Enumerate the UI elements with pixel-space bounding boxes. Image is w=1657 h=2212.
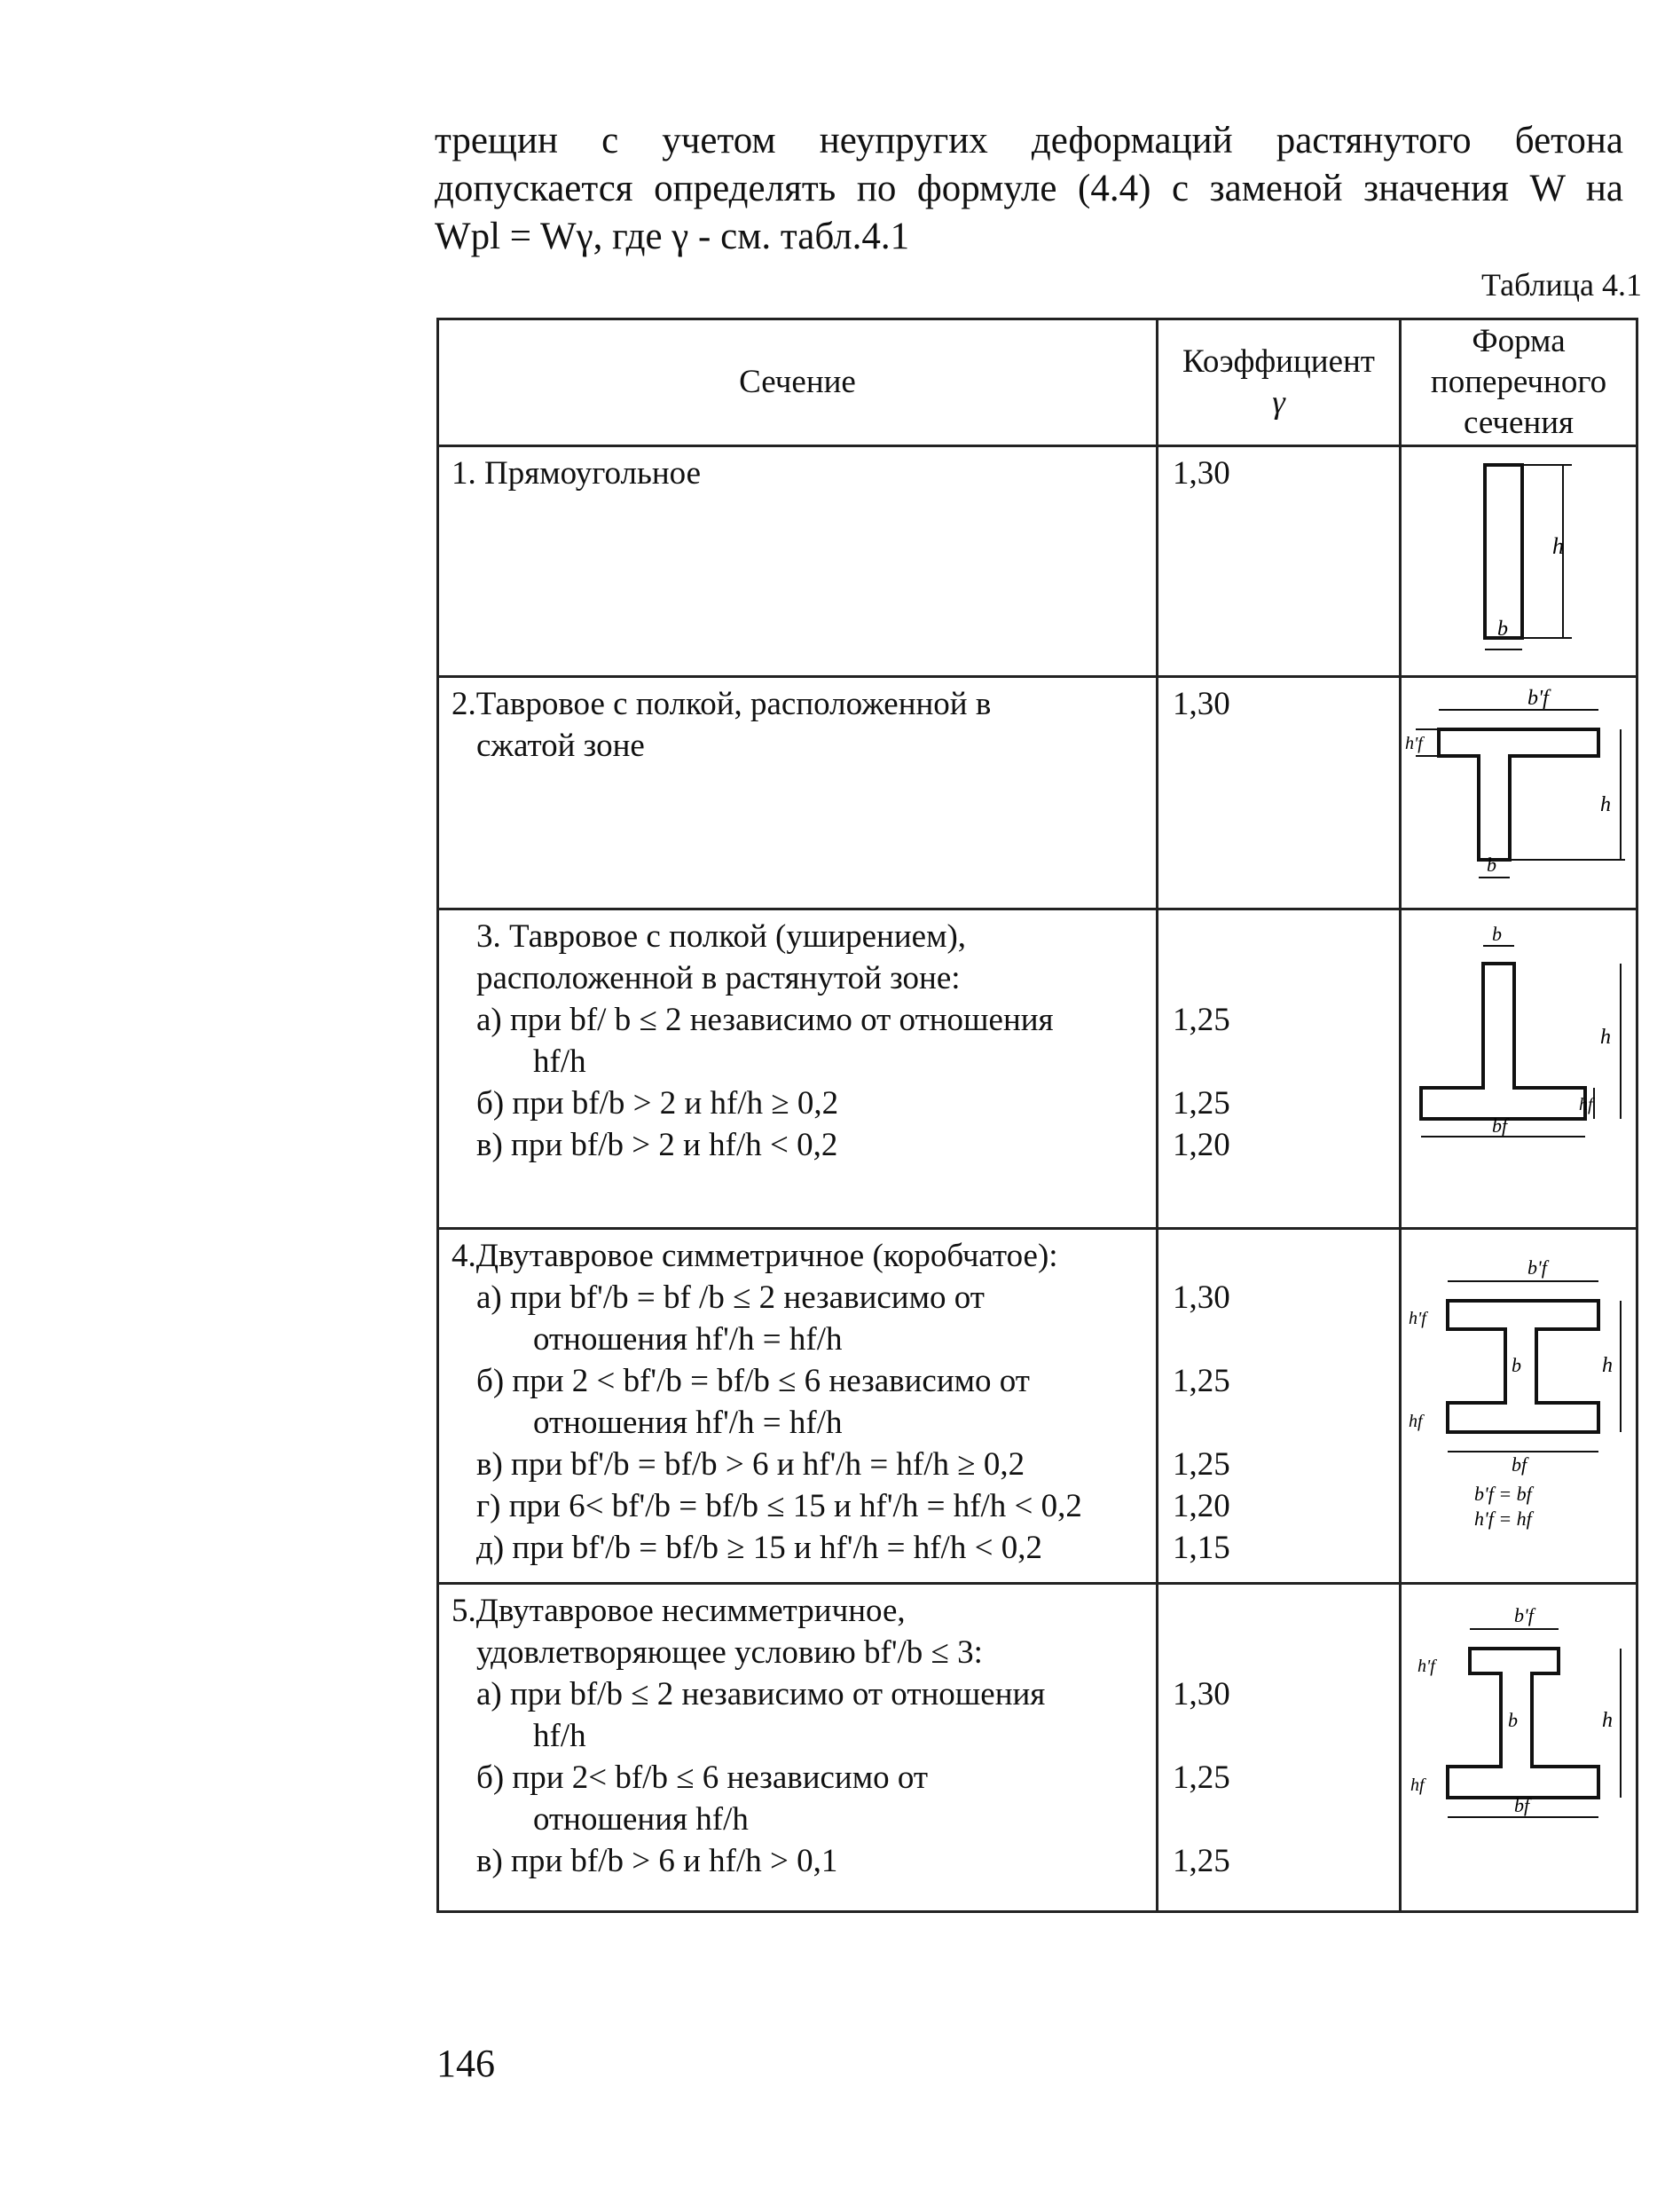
intro-line-3: Wpl = Wγ, где γ - см. табл.4.1 bbox=[435, 216, 910, 257]
row-4-coef: 1,30 1,25 1,25 1,20 1,15 bbox=[1158, 1229, 1401, 1584]
table-row bbox=[438, 677, 1637, 909]
dim-label-bf-prime: b'f bbox=[1527, 1256, 1547, 1279]
row-3-coef: 1,25 1,25 1,20 bbox=[1158, 909, 1401, 1229]
intro-paragraph bbox=[435, 117, 1623, 261]
dim-label-b: b bbox=[1497, 618, 1508, 641]
row-3-shape bbox=[1401, 909, 1637, 1229]
header-section: Сечение bbox=[438, 319, 1158, 446]
row-1-section: 1. Прямоугольное bbox=[438, 446, 1158, 677]
row-2-coef: 1,30 bbox=[1158, 677, 1401, 909]
intro-line-1: трещин с учетом неупругих деформаций растянутого бетона bbox=[435, 120, 1623, 161]
table-caption: Таблица 4.1 bbox=[1481, 267, 1642, 303]
dim-label-h: h bbox=[1552, 533, 1564, 559]
dim-label-bf: bf bbox=[1514, 1794, 1530, 1816]
row-1-coef: 1,30 bbox=[1158, 446, 1401, 677]
row-5-coef: 1,30 1,25 1,25 bbox=[1158, 1584, 1401, 1912]
dim-label-bf: bf bbox=[1512, 1453, 1527, 1476]
dim-label-b: b bbox=[1487, 854, 1496, 876]
dim-label-hf: hf bbox=[1410, 1775, 1425, 1795]
coefficient-table bbox=[436, 318, 1638, 1913]
dim-label-hf: hf bbox=[1409, 1412, 1423, 1431]
dim-label-bf-prime: b'f bbox=[1527, 687, 1549, 710]
dim-label-hf-prime: h'f bbox=[1405, 734, 1423, 753]
dim-label-b: b bbox=[1492, 923, 1502, 945]
symmetric-i-section-figure bbox=[1403, 1230, 1634, 1567]
table-header-row bbox=[438, 319, 1637, 446]
row-5-section: 5.Двутавровое несимметричное, удовлетворяющее условию bf'/b ≤ 3: а) при bf/b ≤ 2 независимо от отношения hf/h б) при 2< bf/b ≤ 6 независимо от отношения hf/h в) при bf/b > 6 и hf/h > 0,1 bbox=[438, 1584, 1158, 1912]
dim-label-h: h bbox=[1602, 1354, 1613, 1377]
inverted-tee-section-figure bbox=[1403, 910, 1634, 1177]
row-2-shape bbox=[1401, 677, 1637, 909]
dim-label-h: h bbox=[1600, 793, 1611, 816]
header-shape: Форма поперечного сечения bbox=[1401, 319, 1637, 446]
dim-label-hf: hf bbox=[1579, 1095, 1593, 1114]
tee-section-figure bbox=[1403, 678, 1634, 900]
dim-label-bf: bf bbox=[1492, 1114, 1508, 1137]
table-row bbox=[438, 446, 1637, 677]
header-coefficient: Коэффициент γ bbox=[1158, 319, 1401, 446]
dim-label-h: h bbox=[1600, 1026, 1611, 1049]
asymmetric-i-section-figure bbox=[1403, 1585, 1634, 1877]
row-3-section: 3. Тавровое с полкой (уширением), расположенной в растянутой зоне: а) при bf/ b ≤ 2 независимо от отношения hf/h б) при bf/b > 2 и hf/h ≥ 0,2 в) при bf/b > 2 и hf/h < 0,2 bbox=[438, 909, 1158, 1229]
dim-label-hf-prime: h'f bbox=[1409, 1309, 1426, 1328]
row-5-shape bbox=[1401, 1584, 1637, 1912]
table-row bbox=[438, 1584, 1637, 1912]
table-row bbox=[438, 909, 1637, 1229]
row-4-section: 4.Двутавровое симметричное (коробчатое): а) при bf'/b = bf /b ≤ 2 независимо от отношения hf'/h = hf/h б) при 2 < bf'/b = bf/b ≤ 6 независимо от отношения hf'/h = hf/h в) при bf'/b = bf/b > 6 и hf'/h = hf/h ≥ 0,2 г) при 6< bf'/b = bf/b ≤ 15 и hf'/h = hf/h < 0,2 д) при bf'/b = bf/b ≥ 15 и hf'/h = hf/h < 0,2 bbox=[438, 1229, 1158, 1584]
row-2-section: 2.Тавровое с полкой, расположенной в сжатой зоне bbox=[438, 677, 1158, 909]
rectangle-section-figure bbox=[1430, 447, 1607, 660]
intro-line-2: допускается определять по формуле (4.4) с заменой значения W на bbox=[435, 168, 1623, 209]
table-row bbox=[438, 1229, 1637, 1584]
page-number: 146 bbox=[436, 2042, 495, 2085]
dim-label-bf-prime: b'f bbox=[1514, 1604, 1534, 1626]
row-1-shape bbox=[1401, 446, 1637, 677]
equality-note-1: b'f = bf bbox=[1474, 1483, 1532, 1505]
row-4-shape bbox=[1401, 1229, 1637, 1584]
equality-note-2: h'f = hf bbox=[1474, 1507, 1532, 1530]
dim-label-h: h bbox=[1602, 1709, 1613, 1732]
dim-label-b: b bbox=[1508, 1709, 1518, 1731]
dim-label-hf-prime: h'f bbox=[1417, 1657, 1435, 1676]
dim-label-b: b bbox=[1512, 1354, 1521, 1376]
